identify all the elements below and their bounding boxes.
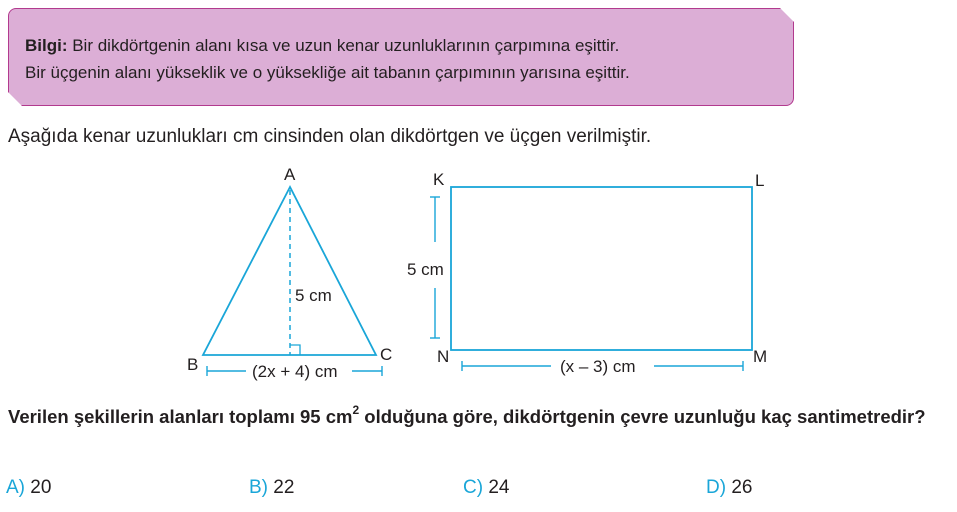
choice-c-value: 24 bbox=[483, 477, 510, 498]
vertex-n: N bbox=[437, 347, 450, 366]
rect-side-label: 5 cm bbox=[407, 260, 444, 279]
triangle-figure bbox=[187, 165, 392, 381]
vertex-b: B bbox=[187, 355, 199, 374]
vertex-k: K bbox=[433, 170, 445, 189]
question-part-1: Verilen şekillerin alanları toplamı 95 cm bbox=[8, 406, 353, 428]
info-text-1: Bir dikdörtgenin alanı kısa ve uzun kenar uzunluklarının çarpımına eşittir. bbox=[67, 36, 620, 55]
info-label: Bilgi: bbox=[25, 36, 68, 55]
triangle-height-label: 5 cm bbox=[295, 286, 332, 305]
vertex-m: M bbox=[753, 347, 768, 366]
choice-d[interactable] bbox=[706, 477, 752, 499]
vertex-c: C bbox=[380, 345, 393, 364]
choice-a-letter: A) bbox=[6, 477, 25, 498]
choice-a[interactable] bbox=[6, 477, 51, 499]
question-text bbox=[8, 398, 948, 431]
choice-c[interactable] bbox=[463, 477, 509, 499]
choice-b[interactable] bbox=[249, 477, 294, 499]
intro-text: Aşağıda kenar uzunlukları cm cinsinden olan dikdörtgen ve üçgen verilmiştir. bbox=[8, 126, 652, 147]
triangle-base-label: (2x + 4) cm bbox=[252, 362, 338, 381]
choice-c-letter: C) bbox=[463, 477, 484, 498]
choice-b-letter: B) bbox=[249, 477, 268, 498]
right-angle-mark bbox=[290, 345, 300, 355]
choice-a-value: 20 bbox=[25, 477, 52, 498]
rect-base-label: (x – 3) cm bbox=[560, 357, 636, 376]
question-exponent: 2 bbox=[352, 403, 360, 417]
choice-b-value: 22 bbox=[268, 477, 295, 498]
vertex-a: A bbox=[284, 165, 296, 184]
question-part-2: olduğuna göre, dikdörtgenin çevre uzunluğu kaç santimetredir? bbox=[359, 406, 926, 428]
choice-d-letter: D) bbox=[706, 477, 727, 498]
choice-d-value: 26 bbox=[726, 477, 753, 498]
vertex-l: L bbox=[755, 171, 765, 190]
info-line-2: Bir üçgenin alanı yükseklik ve o yüksekliğe ait tabanın çarpımının yarısına eşittir. bbox=[25, 63, 630, 82]
rectangle-figure bbox=[407, 170, 767, 376]
rectangle-shape bbox=[451, 187, 752, 350]
